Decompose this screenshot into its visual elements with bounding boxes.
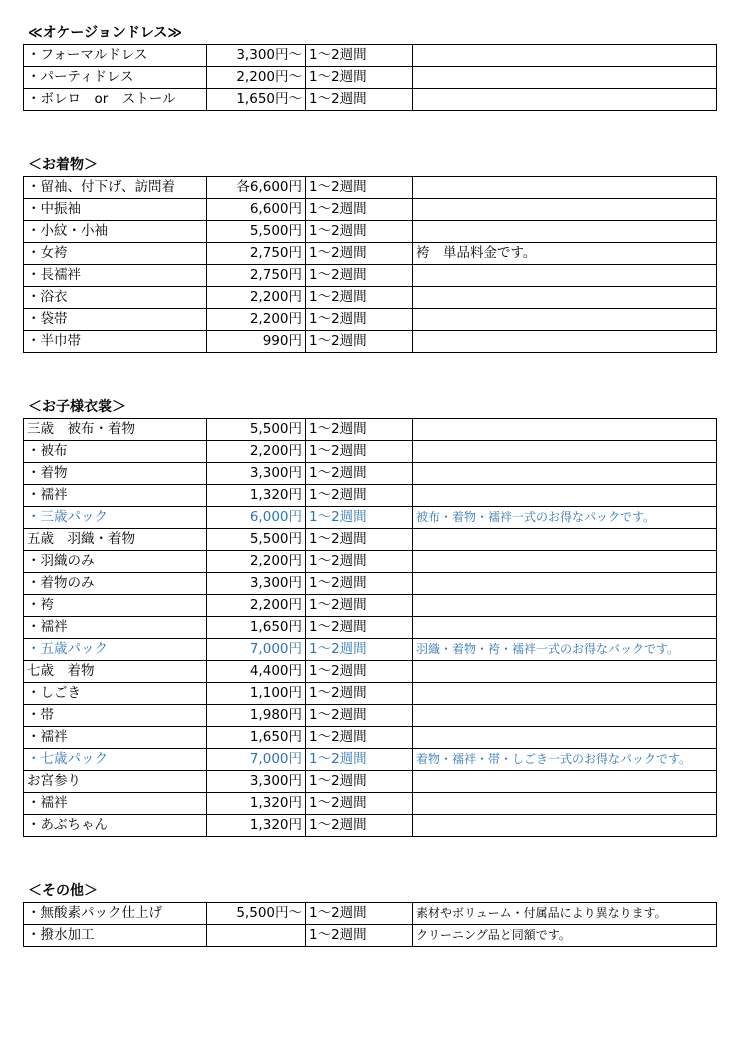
period-cell: 1～2週間 [306,67,413,89]
table-row [24,903,717,925]
period-cell: 1～2週間 [306,727,413,749]
period-cell: 1～2週間 [306,419,413,441]
table-row [24,441,717,463]
price-cell: 1,320円 [207,815,306,837]
table-row [24,485,717,507]
table-row [24,771,717,793]
item-name-cell: ・七歳パック [24,749,207,771]
price-cell: 7,000円 [207,749,306,771]
period-cell: 1～2週間 [306,45,413,67]
table-row [24,287,717,309]
item-name-cell: ・三歳パック [24,507,207,529]
note-cell [413,661,717,683]
price-cell: 5,500円～ [207,903,306,925]
table-row [24,419,717,441]
note-cell [413,793,717,815]
price-cell: 3,300円～ [207,45,306,67]
period-cell: 1～2週間 [306,221,413,243]
price-cell: 1,320円 [207,485,306,507]
table-row [24,617,717,639]
item-name-cell: ・羽織のみ [24,551,207,573]
item-name-cell: ・五歳パック [24,639,207,661]
item-name-cell: ・着物 [24,463,207,485]
note-cell [413,815,717,837]
note-cell [413,595,717,617]
note-cell: 羽織・着物・袴・襦袢一式のお得なパックです。 [413,639,717,661]
price-cell: 1,980円 [207,705,306,727]
period-cell: 1～2週間 [306,287,413,309]
item-name-cell: ・しごき [24,683,207,705]
price-cell: 2,750円 [207,265,306,287]
item-name-cell: ・浴衣 [24,287,207,309]
period-cell: 1～2週間 [306,683,413,705]
price-cell: 3,300円 [207,463,306,485]
period-cell: 1～2週間 [306,441,413,463]
price-cell: 2,200円 [207,287,306,309]
price-cell: 990円 [207,331,306,353]
price-table-children [23,418,717,837]
period-cell: 1～2週間 [306,331,413,353]
price-cell: 5,500円 [207,529,306,551]
period-cell: 1～2週間 [306,749,413,771]
price-cell: 各6,600円 [207,177,306,199]
note-cell [413,485,717,507]
price-cell: 2,750円 [207,243,306,265]
item-name-cell: ・襦袢 [24,727,207,749]
note-cell [413,287,717,309]
table-row [24,221,717,243]
table-row [24,45,717,67]
period-cell: 1～2週間 [306,661,413,683]
note-cell [413,529,717,551]
price-cell: 1,650円 [207,617,306,639]
note-cell [413,221,717,243]
period-cell: 1～2週間 [306,529,413,551]
note-cell [413,705,717,727]
period-cell: 1～2週間 [306,89,413,111]
table-body [24,177,717,353]
item-name-cell: ・小紋・小袖 [24,221,207,243]
note-cell [413,45,717,67]
table-body [24,419,717,837]
table-row [24,529,717,551]
note-cell: 素材やボリューム・付属品により異なります。 [413,903,717,925]
period-cell: 1～2週間 [306,177,413,199]
price-cell: 2,200円 [207,595,306,617]
table-row [24,199,717,221]
price-cell: 5,500円 [207,419,306,441]
table-row [24,177,717,199]
table-row [24,331,717,353]
table-row [24,463,717,485]
table-row [24,793,717,815]
section-title-children: ＜お子様衣裳＞ [28,399,126,415]
period-cell: 1～2週間 [306,815,413,837]
note-cell [413,177,717,199]
item-name-cell: ・帯 [24,705,207,727]
period-cell: 1～2週間 [306,793,413,815]
table-row [24,661,717,683]
price-cell: 3,300円 [207,573,306,595]
price-table-other [23,902,717,947]
period-cell: 1～2週間 [306,551,413,573]
table-row [24,89,717,111]
price-cell: 1,650円～ [207,89,306,111]
item-name-cell: ・被布 [24,441,207,463]
note-cell: 被布・着物・襦袢一式のお得なパックです。 [413,507,717,529]
item-name-cell: ・長襦袢 [24,265,207,287]
period-cell: 1～2週間 [306,617,413,639]
table-row [24,67,717,89]
table-row [24,925,717,947]
table-row [24,507,717,529]
price-cell: 6,000円 [207,507,306,529]
price-cell: 2,200円 [207,441,306,463]
item-name-cell: ・袴 [24,595,207,617]
note-cell [413,89,717,111]
item-name-cell: 三歳 被布・着物 [24,419,207,441]
note-cell [413,727,717,749]
item-name-cell: ・撥水加工 [24,925,207,947]
period-cell: 1～2週間 [306,309,413,331]
price-cell: 4,400円 [207,661,306,683]
note-cell [413,265,717,287]
price-cell: 2,200円 [207,309,306,331]
price-cell: 6,600円 [207,199,306,221]
table-row [24,749,717,771]
table-row [24,705,717,727]
period-cell: 1～2週間 [306,573,413,595]
item-name-cell: ・フォーマルドレス [24,45,207,67]
price-table-occasion-dress [23,44,717,111]
period-cell: 1～2週間 [306,507,413,529]
table-body [24,903,717,947]
item-name-cell: ・女袴 [24,243,207,265]
item-name-cell: ・着物のみ [24,573,207,595]
note-cell: 袴 単品料金です。 [413,243,717,265]
item-name-cell: ・留袖、付下げ、訪問着 [24,177,207,199]
price-cell: 2,200円 [207,551,306,573]
table-row [24,683,717,705]
price-cell [207,925,306,947]
item-name-cell: ・襦袢 [24,793,207,815]
price-table-kimono [23,176,717,353]
period-cell: 1～2週間 [306,595,413,617]
section-title-kimono: ＜お着物＞ [28,157,98,173]
period-cell: 1～2週間 [306,463,413,485]
item-name-cell: ・ボレロ or ストール [24,89,207,111]
item-name-cell: 七歳 着物 [24,661,207,683]
section-title-other: ＜その他＞ [28,883,98,899]
period-cell: 1～2週間 [306,243,413,265]
period-cell: 1～2週間 [306,771,413,793]
note-cell [413,771,717,793]
note-cell [413,199,717,221]
period-cell: 1～2週間 [306,925,413,947]
note-cell [413,573,717,595]
table-row [24,595,717,617]
note-cell [413,441,717,463]
table-body [24,45,717,111]
table-row [24,243,717,265]
table-row [24,551,717,573]
item-name-cell: ・中振袖 [24,199,207,221]
table-row [24,265,717,287]
note-cell [413,551,717,573]
price-cell: 7,000円 [207,639,306,661]
note-cell [413,67,717,89]
period-cell: 1～2週間 [306,639,413,661]
item-name-cell: ・無酸素パック仕上げ [24,903,207,925]
note-cell [413,309,717,331]
item-name-cell: ・パーティドレス [24,67,207,89]
price-cell: 3,300円 [207,771,306,793]
price-cell: 1,650円 [207,727,306,749]
table-row [24,309,717,331]
price-cell: 2,200円～ [207,67,306,89]
item-name-cell: ・あぶちゃん [24,815,207,837]
period-cell: 1～2週間 [306,199,413,221]
note-cell [413,683,717,705]
item-name-cell: 五歳 羽織・着物 [24,529,207,551]
period-cell: 1～2週間 [306,485,413,507]
price-cell: 5,500円 [207,221,306,243]
period-cell: 1～2週間 [306,265,413,287]
section-title-occasion-dress: ≪オケージョンドレス≫ [28,25,183,41]
price-cell: 1,100円 [207,683,306,705]
table-row [24,573,717,595]
table-row [24,639,717,661]
note-cell [413,331,717,353]
note-cell [413,463,717,485]
note-cell [413,617,717,639]
price-cell: 1,320円 [207,793,306,815]
note-cell: クリーニング品と同額です。 [413,925,717,947]
item-name-cell: ・襦袢 [24,617,207,639]
item-name-cell: お宮参り [24,771,207,793]
note-cell [413,419,717,441]
item-name-cell: ・半巾帯 [24,331,207,353]
period-cell: 1～2週間 [306,705,413,727]
item-name-cell: ・襦袢 [24,485,207,507]
period-cell: 1～2週間 [306,903,413,925]
table-row [24,727,717,749]
item-name-cell: ・袋帯 [24,309,207,331]
table-row [24,815,717,837]
note-cell: 着物・襦袢・帯・しごき一式のお得なパックです。 [413,749,717,771]
